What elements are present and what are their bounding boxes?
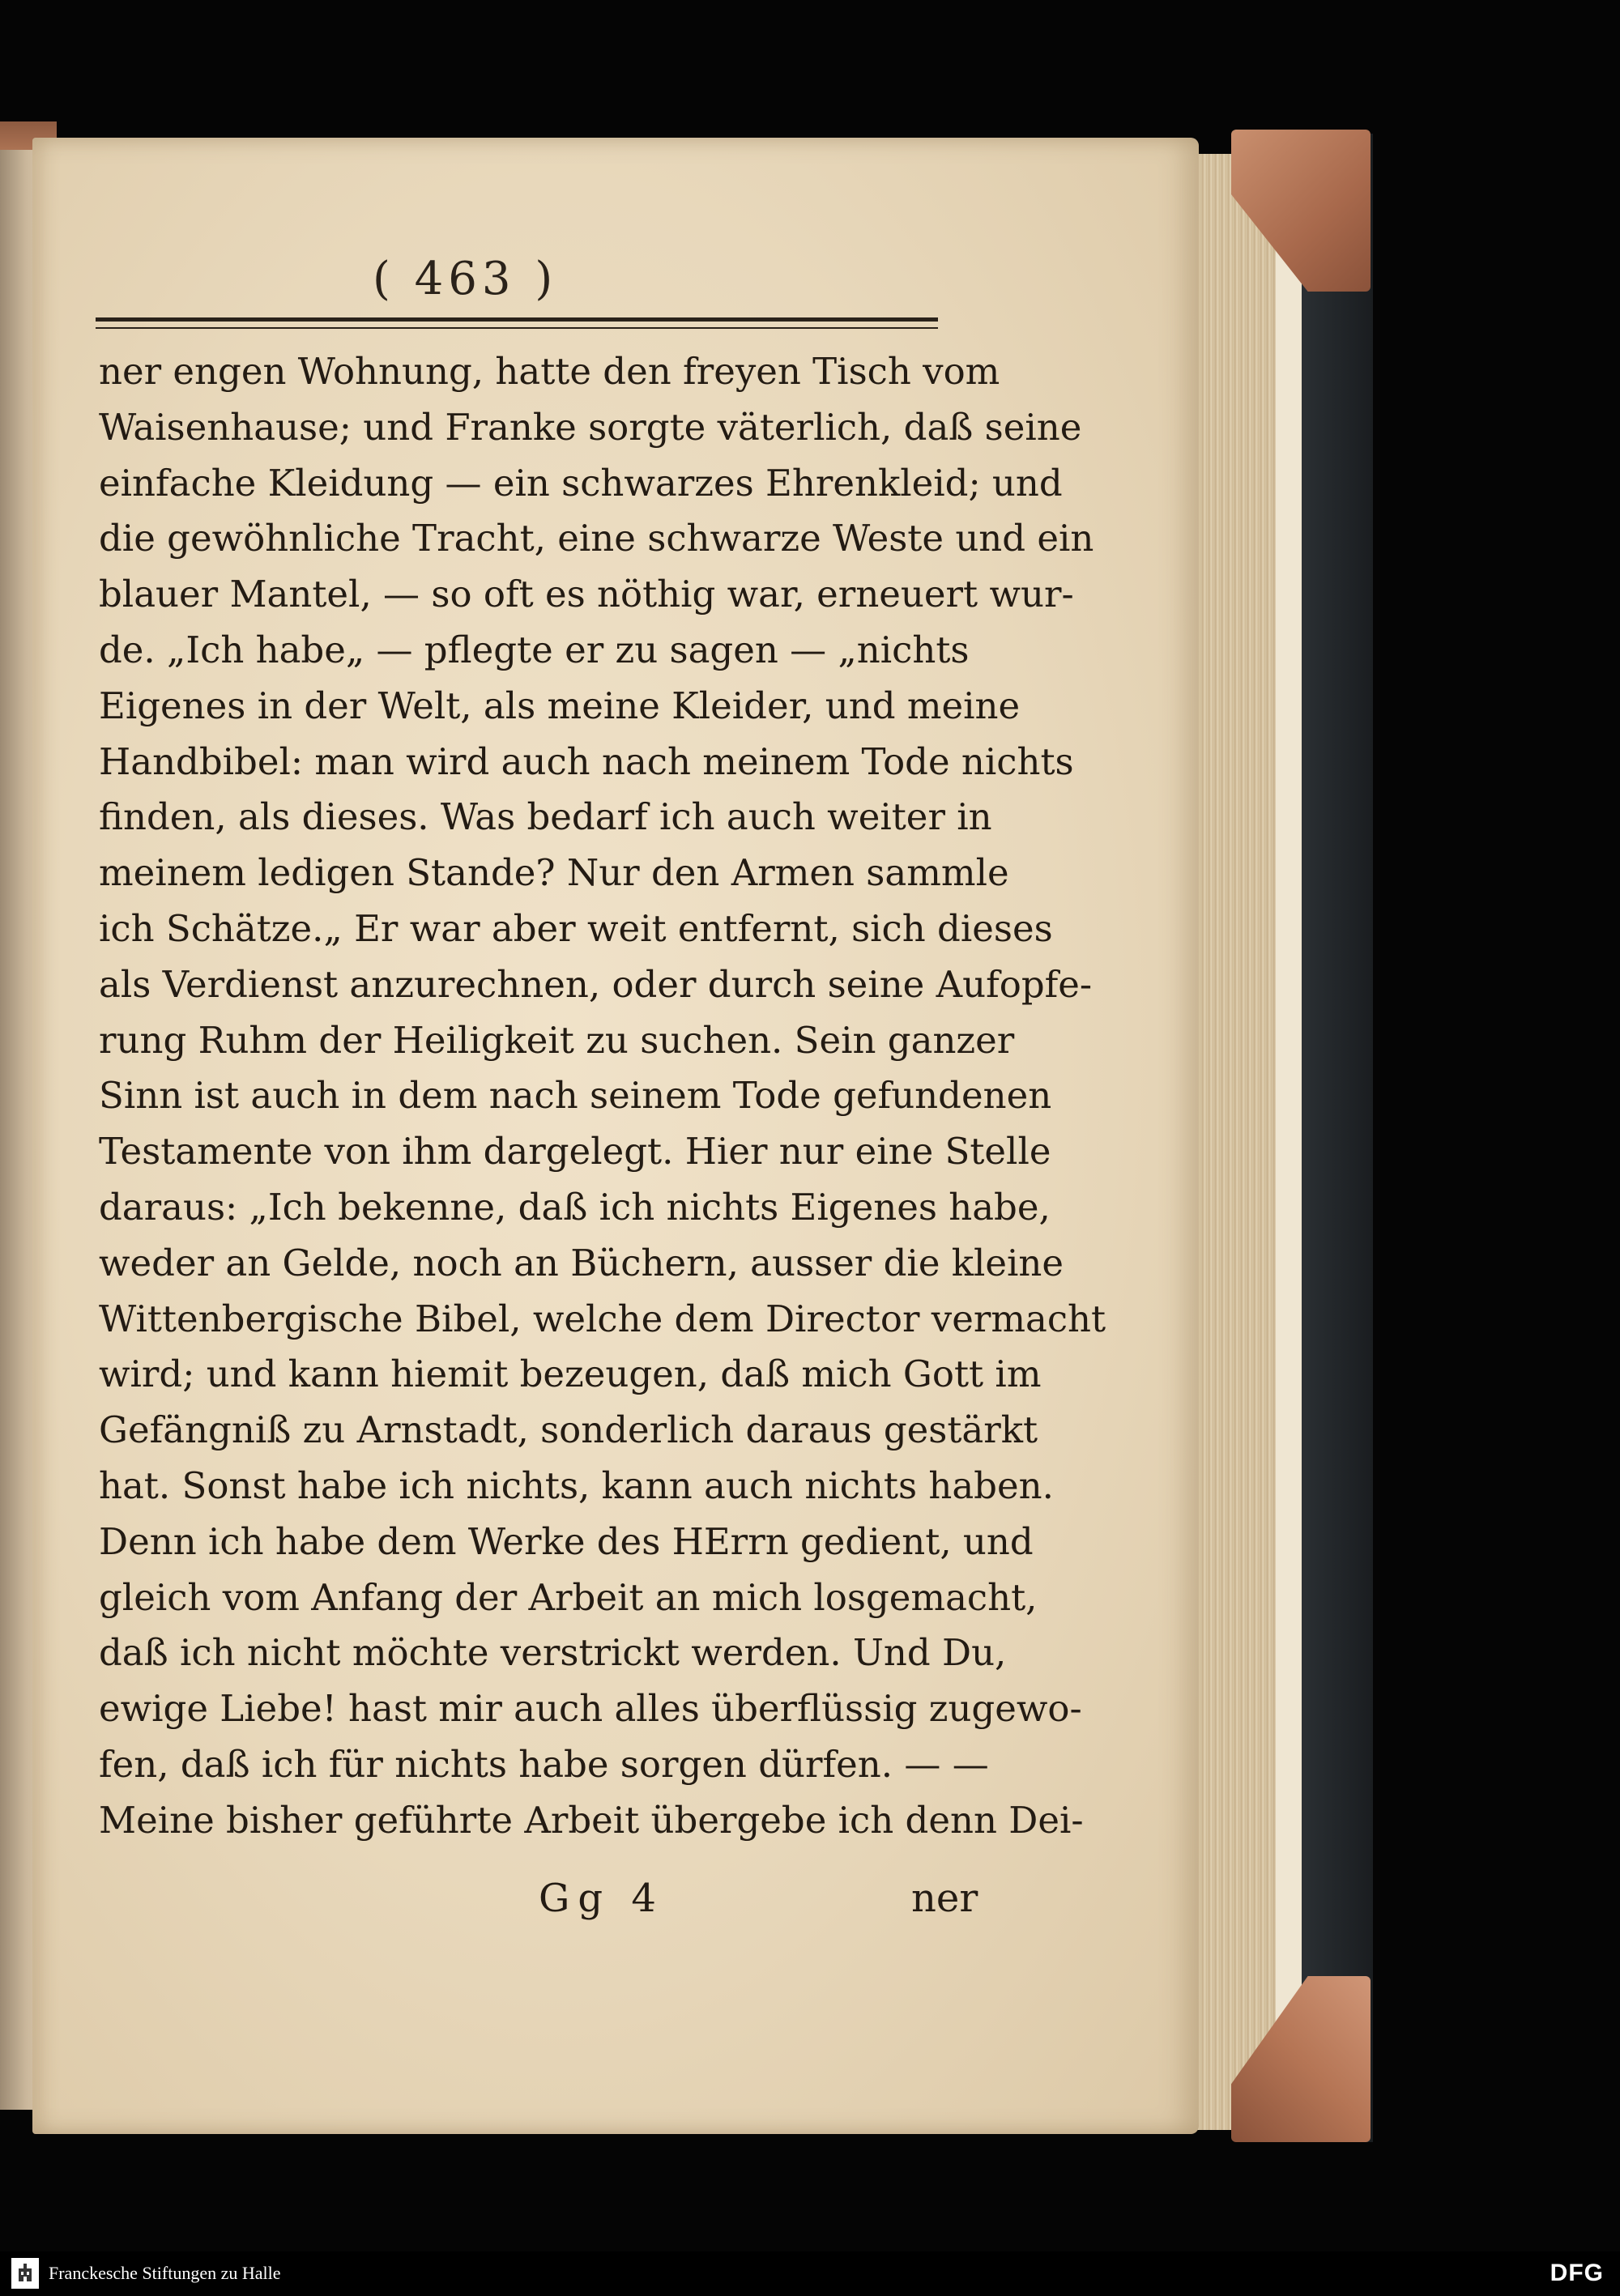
text-line: die gewöhnliche Tracht, eine schwarze Weste und ein [99,517,1094,560]
building-icon [16,2263,34,2284]
catchword: ner [911,1876,978,1921]
page-text [99,344,1106,1849]
text-line: Wittenbergische Bibel, welche dem Director vermacht [99,1297,1106,1340]
text-line: Handbibel: man wird auch nach meinem Tode nichts [99,739,1074,783]
text-line: finden, als dieses. Was bedarf ich auch weiter in [99,795,992,839]
text-line: wird; und kann hiemit bezeugen, daß mich Gott im [99,1352,1042,1396]
text-line: Sinn ist auch in dem nach seinem Tode gefundenen [99,1074,1052,1118]
text-line: ner engen Wohnung, hatte den freyen Tisch vom [99,350,1000,393]
text-line: gleich vom Anfang der Arbeit an mich losgemacht, [99,1575,1038,1619]
text-line: de. „Ich habe„ — pflegte er zu sagen — „nichts [99,628,970,671]
signature-mark: Gg 4 [539,1876,664,1921]
text-line: Meine bisher geführte Arbeit übergebe ich denn Dei- [99,1798,1084,1842]
page-number: ( 463 ) [373,253,558,305]
institution-name: Franckesche Stiftungen zu Halle [49,2263,281,2283]
text-line: Gefängniß zu Arnstadt, sonderlich daraus gestärkt [99,1408,1038,1452]
footer-bar [0,2251,1620,2296]
header-rule [96,317,938,329]
text-line: daß ich nicht möchte verstrickt werden. Und Du, [99,1631,1007,1675]
text-line: rung Ruhm der Heiligkeit zu suchen. Sein ganzer [99,1018,1015,1062]
text-line: hat. Sonst habe ich nichts, kann auch nichts haben. [99,1463,1054,1507]
franckesche-stiftungen-logo-icon [11,2258,39,2289]
text-line: ewige Liebe! hast mir auch alles überflüssig zugewo- [99,1687,1082,1731]
text-line: daraus: „Ich bekenne, daß ich nichts Eigenes habe, [99,1185,1051,1229]
text-line: weder an Gelde, noch an Büchern, ausser die kleine [99,1241,1064,1284]
text-line: Waisenhause; und Franke sorgte väterlich, daß seine [99,405,1082,449]
text-line: als Verdienst anzurechnen, oder durch seine Aufopfe- [99,962,1093,1006]
text-line: blauer Mantel, — so oft es nöthig war, erneuert wur- [99,573,1074,616]
text-line: einfache Kleidung — ein schwarzes Ehrenkleid; und [99,461,1063,505]
text-line: fen, daß ich für nichts habe sorgen dürfen. — — [99,1742,989,1786]
text-line: Testamente von ihm dargelegt. Hier nur eine Stelle [99,1130,1051,1174]
text-line: ich Schätze.„ Er war aber weit entfernt, sich dieses [99,906,1053,950]
dfg-logo: DFG [1550,2260,1604,2286]
page-edge-highlight [1276,166,1302,2118]
text-line: Eigenes in der Welt, als meine Kleider, und meine [99,684,1021,727]
text-line: meinem ledigen Stande? Nur den Armen sammle [99,851,1009,895]
text-line: Denn ich habe dem Werke des HErrn gedient, und [99,1519,1034,1563]
